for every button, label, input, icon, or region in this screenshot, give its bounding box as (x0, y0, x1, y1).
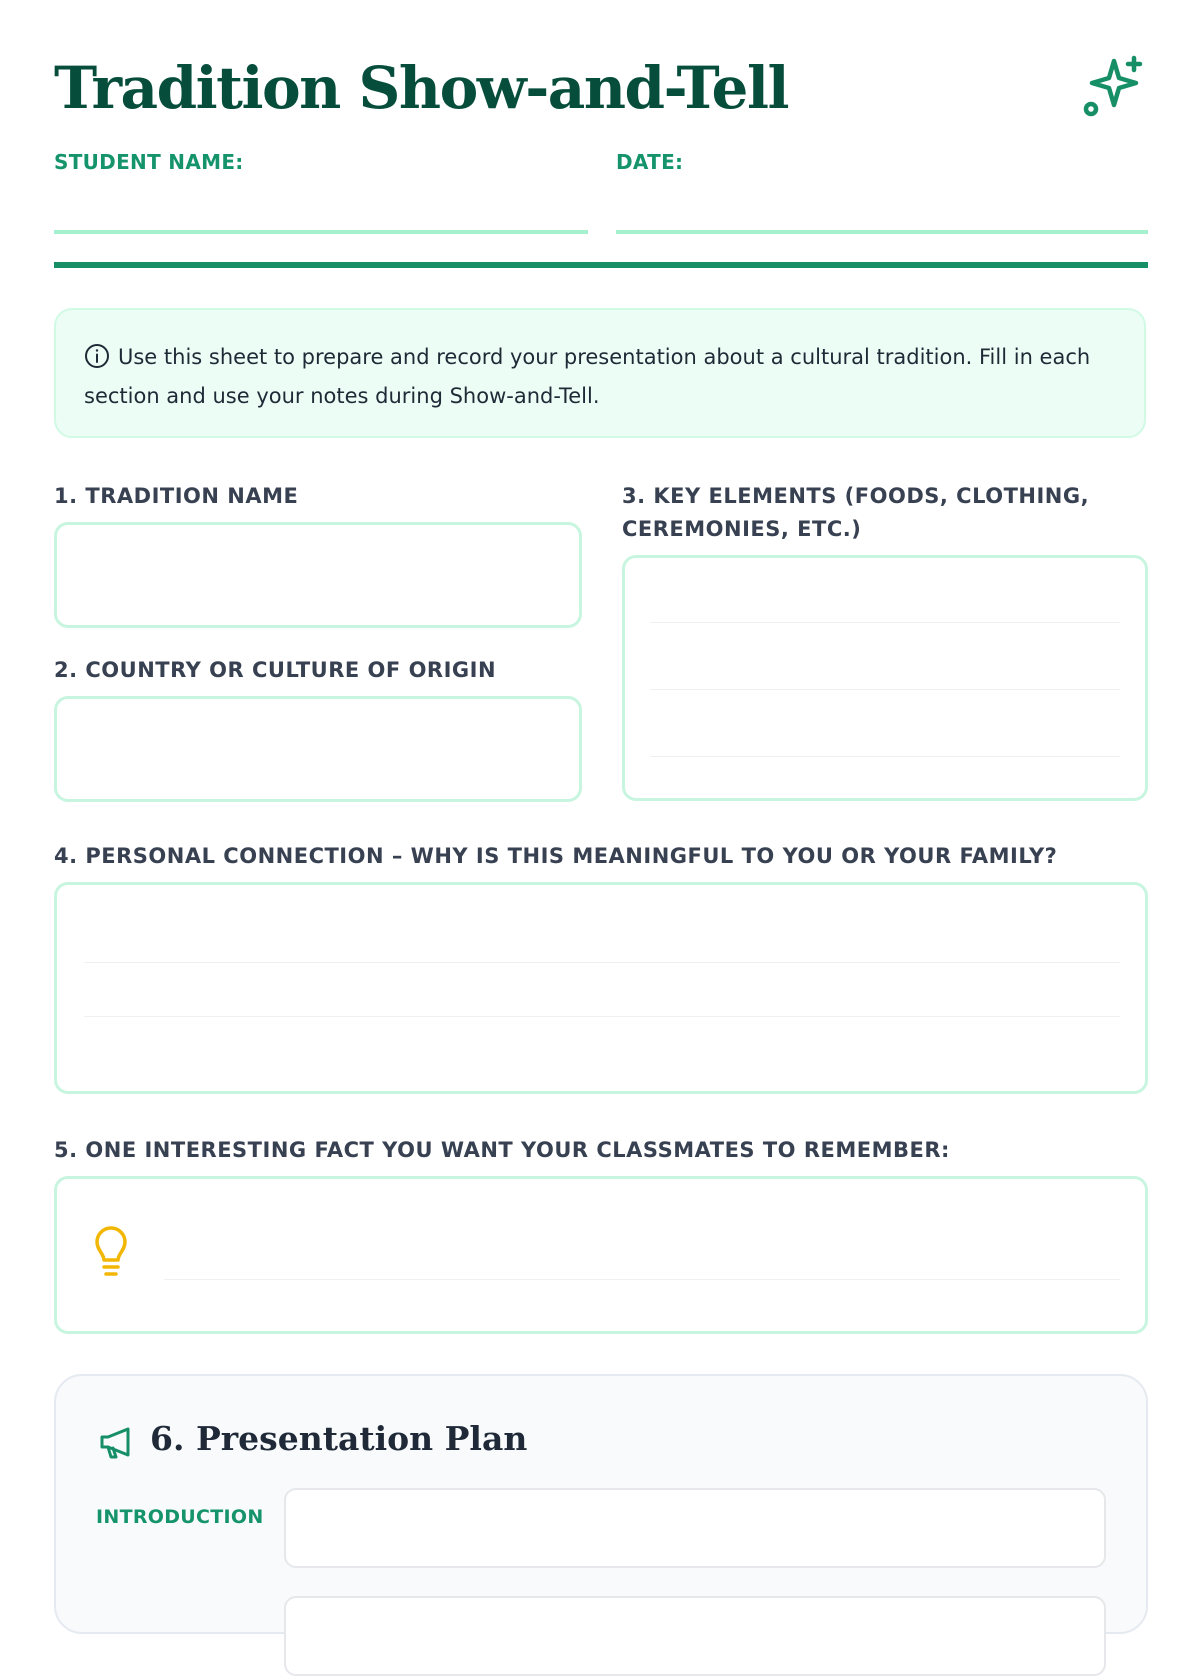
interesting-fact-input[interactable] (54, 1176, 1148, 1334)
presentation-plan-card (54, 1374, 1148, 1634)
key-elements-input[interactable] (622, 555, 1148, 801)
personal-connection-input[interactable] (54, 882, 1148, 1094)
interesting-fact-label: 5. ONE INTERESTING FACT YOU WANT YOUR CLASSMATES TO REMEMBER: (54, 1138, 950, 1162)
introduction-label: INTRODUCTION (96, 1506, 264, 1528)
writing-line (650, 689, 1120, 690)
instructions-box (54, 308, 1146, 438)
introduction-input[interactable] (284, 1488, 1106, 1568)
key-elements-label: 3. KEY ELEMENTS (FOODS, CLOTHING, CEREMONIES, ETC.) (622, 484, 1090, 541)
writing-line (650, 622, 1120, 623)
student-name-field[interactable] (54, 230, 588, 234)
tradition-name-label: 1. TRADITION NAME (54, 484, 299, 508)
header-divider (54, 262, 1148, 268)
instructions-text: Use this sheet to prepare and record your presentation about a cultural tradition. Fill in each section and use your notes during Show-and-Tell. (84, 345, 1091, 408)
personal-connection-label: 4. PERSONAL CONNECTION – WHY IS THIS MEANINGFUL TO YOU OR YOUR FAMILY? (54, 844, 1058, 868)
megaphone-icon (98, 1424, 134, 1460)
writing-line (164, 1279, 1120, 1280)
date-label: DATE: (616, 150, 684, 174)
lightbulb-icon (92, 1226, 130, 1280)
page-title: Tradition Show-and-Tell (54, 54, 789, 122)
sparkle-icon (1082, 54, 1148, 120)
date-field[interactable] (616, 230, 1148, 234)
tradition-name-input[interactable] (54, 522, 582, 628)
presentation-plan-title: 6. Presentation Plan (150, 1419, 528, 1458)
country-origin-input[interactable] (54, 696, 582, 802)
plan-next-input[interactable] (284, 1596, 1106, 1676)
writing-line (84, 962, 1120, 963)
student-name-label: STUDENT NAME: (54, 150, 244, 174)
info-icon (84, 343, 110, 369)
country-origin-label: 2. COUNTRY OR CULTURE OF ORIGIN (54, 658, 497, 682)
writing-line (650, 756, 1120, 757)
writing-line (84, 1016, 1120, 1017)
